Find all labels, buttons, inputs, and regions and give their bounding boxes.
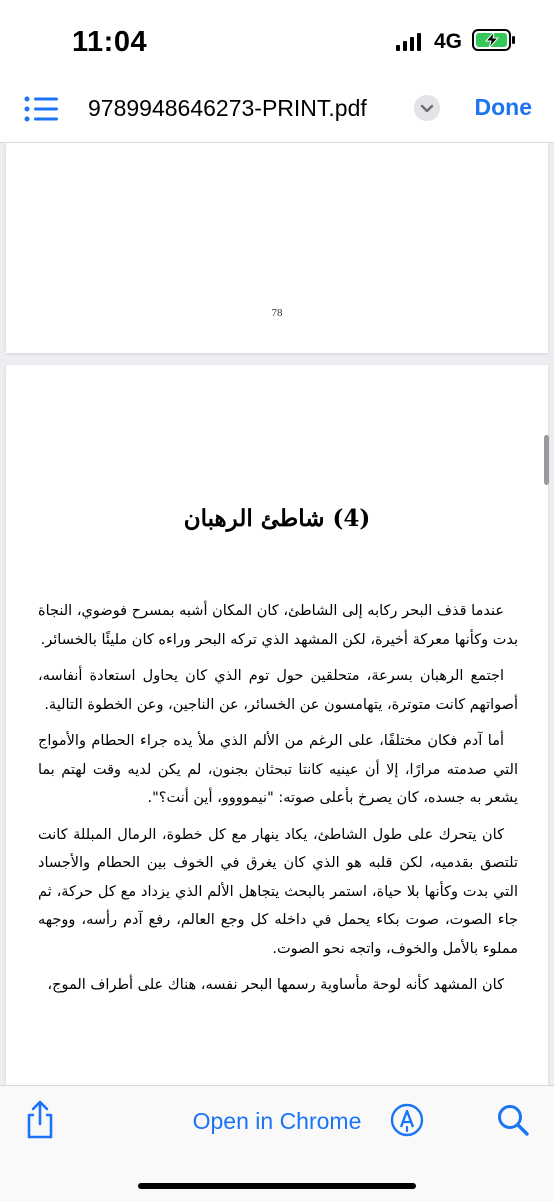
network-type: 4G bbox=[434, 30, 463, 53]
document-title[interactable]: 9789948646273-PRINT.pdf bbox=[88, 95, 367, 121]
paragraph: كان يتحرك على طول الشاطئ، يكاد ينهار مع كل خطوة، الرمال المبللة كانت تلتصق بقدميه، لكن قلبه هو الذي كان يغرق في الخوف بين الحطام والأجساد التي بدت وكأنها بلا حياة، استمر بالبحث يتجاهل الألم الذي يزداد مع كل حركة، ثم جاء الصوت، صوت بكاء يحمل في داخله كل وجع العالم، رفع آدم رأسه، ووجهه مملوء بالأمل والخوف، واتجه نحو الصوت. bbox=[38, 826, 518, 957]
chapter-body bbox=[38, 597, 518, 1008]
pdf-page-previous bbox=[6, 143, 548, 353]
markup-pen-icon[interactable] bbox=[390, 1103, 424, 1137]
paragraph: كان المشهد كأنه لوحة مأساوية رسمها البحر نفسه، هناك على أطراف الموج، bbox=[47, 977, 504, 993]
cellular-signal-icon bbox=[396, 33, 422, 51]
pdf-page-current bbox=[6, 365, 548, 1085]
search-icon[interactable] bbox=[496, 1103, 530, 1137]
chevron-down-icon[interactable] bbox=[414, 95, 440, 121]
page-number: 78 bbox=[271, 307, 283, 319]
chapter-title: (4) شاطئ الرهبان bbox=[183, 505, 371, 532]
paragraph: عندما قذف البحر ركابه إلى الشاطئ، كان المكان أشبه بمسرح فوضوي، النجاة بدت وكأنها معركة أخيرة، لكن المشهد الذي تركه البحر وراءه كان مليئًا بالخسائر. bbox=[38, 603, 518, 648]
paragraph: أما آدم فكان مختلفًا، على الرغم من الألم الذي ملأ يده جراء الحطام والأمواج التي صدمته مرارًا، إلا أن عينيه كانتا تبحثان بجنون، لم يكن لديه وقت لهتم بما يشعر به جسده، كان يصرخ بأعلى صوته: "نيموووو، أين أنت؟". bbox=[38, 733, 518, 806]
scroll-indicator[interactable] bbox=[544, 435, 549, 485]
navigation-bar bbox=[0, 80, 554, 143]
list-icon[interactable] bbox=[24, 94, 58, 124]
pdf-viewer[interactable] bbox=[0, 143, 554, 1085]
paragraph: اجتمع الرهبان بسرعة، متحلقين حول توم الذي كان يحاول استعادة أنفاسه، أصواتهم كانت متوترة، يتهامسون عن الخسائر، عن الناجين، وعن الخطوة التالية. bbox=[38, 668, 518, 713]
done-button[interactable]: Done bbox=[474, 94, 532, 120]
status-bar bbox=[0, 0, 554, 80]
open-in-chrome-button[interactable]: Open in Chrome bbox=[192, 1108, 362, 1134]
home-indicator bbox=[138, 1183, 416, 1189]
status-time: 11:04 bbox=[72, 26, 148, 58]
battery-charging-icon bbox=[472, 29, 516, 51]
